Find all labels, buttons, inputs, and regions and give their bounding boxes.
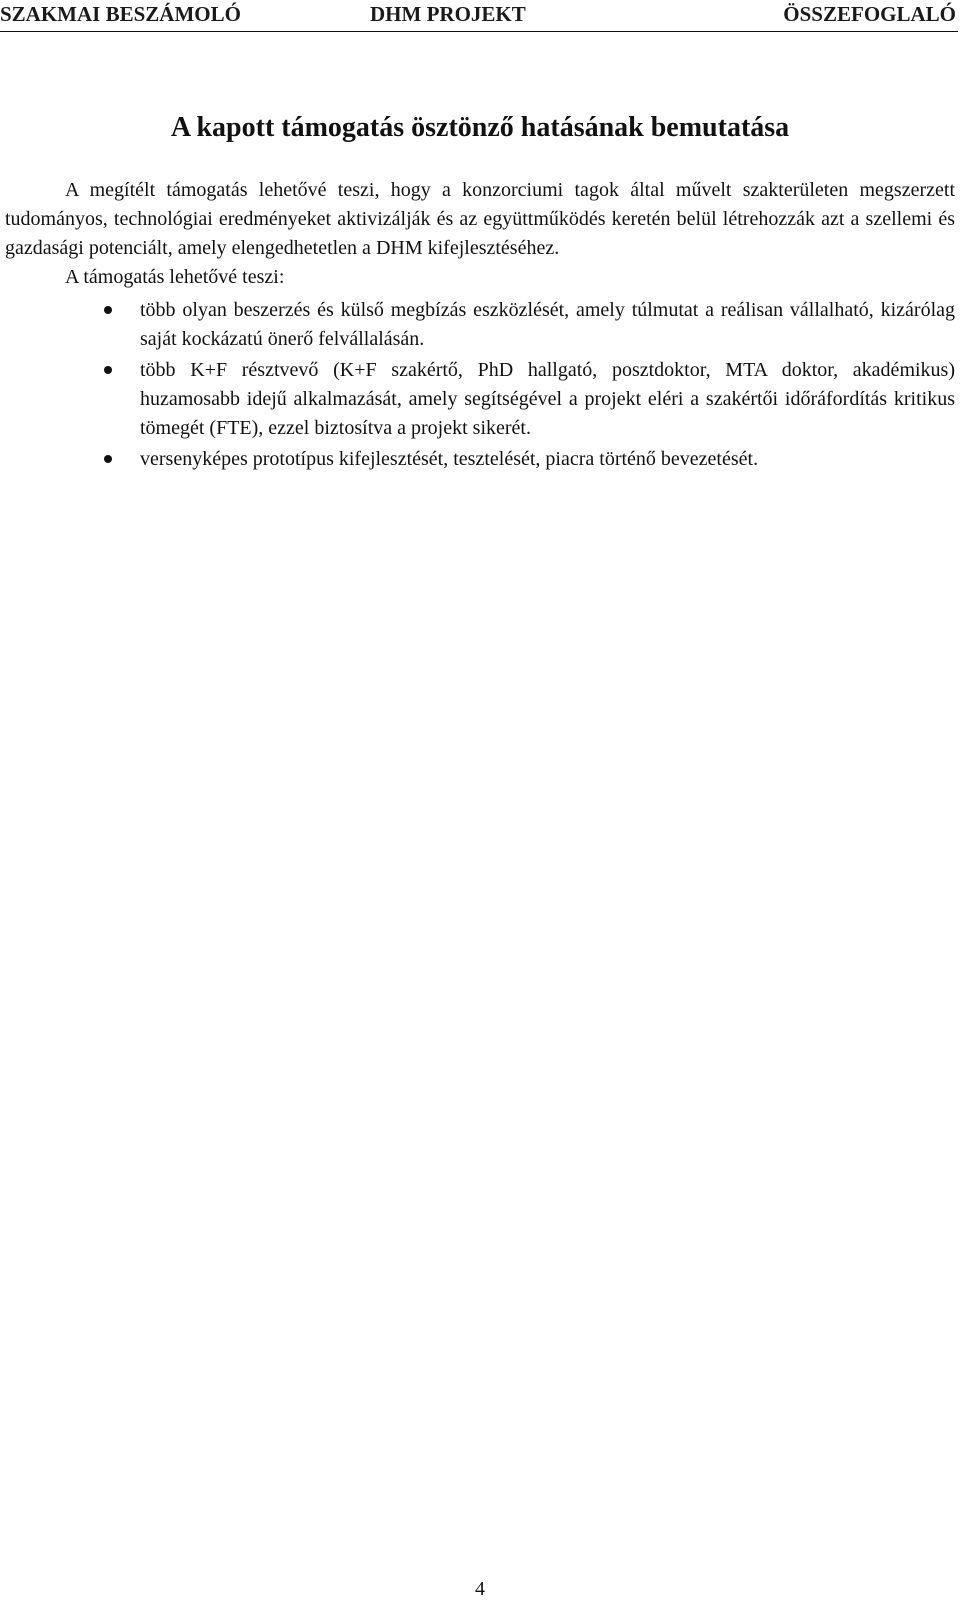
list-item bbox=[5, 445, 955, 474]
list-item bbox=[5, 356, 955, 443]
list-item-text: versenyképes prototípus kifejlesztését, tesztelését, piacra történő bevezetését. bbox=[140, 448, 759, 470]
list-item-text: több olyan beszerzés és külső megbízás eszközlését, amely túlmutat a reálisan vállalható, kizárólag saját kockázatú önerő felvállalásán. bbox=[140, 299, 955, 350]
bullet-icon bbox=[104, 455, 112, 463]
bullet-icon bbox=[104, 366, 112, 374]
header-center-label: DHM PROJEKT bbox=[370, 2, 526, 26]
list-item-text: több K+F résztvevő (K+F szakértő, PhD hallgató, posztdoktor, MTA doktor, akadémikus) huzamosabb idejű alkalmazását, amely segítségével a projekt eléri a szakértői időráfordítás kritikus tömegét (FTE), ezzel biztosítva a projekt sikerét. bbox=[140, 359, 955, 439]
intro-paragraph: A megítélt támogatás lehetővé teszi, hogy a konzorciumi tagok által művelt szakterületen megszerzett tudományos, technológiai eredményeket aktivizálják és az együttműködés keretén belül létrehozzák azt a szellemi és gazdasági potenciált, amely elengedhetetlen a DHM kifejlesztéséhez. bbox=[5, 179, 955, 259]
header-right-label: ÖSSZEFOGLALÓ bbox=[783, 2, 956, 26]
bullet-list bbox=[5, 296, 955, 474]
page-title: A kapott támogatás ösztönző hatásának bemutatása bbox=[170, 112, 790, 143]
header-left-label: SZAKMAI BESZÁMOLÓ bbox=[0, 2, 241, 26]
bullet-icon bbox=[104, 306, 112, 314]
page-number: 4 bbox=[475, 1578, 485, 1600]
page-header bbox=[0, 0, 958, 32]
body-text bbox=[5, 176, 955, 476]
list-intro-paragraph: A támogatás lehetővé teszi: bbox=[65, 266, 285, 288]
list-item bbox=[5, 296, 955, 354]
